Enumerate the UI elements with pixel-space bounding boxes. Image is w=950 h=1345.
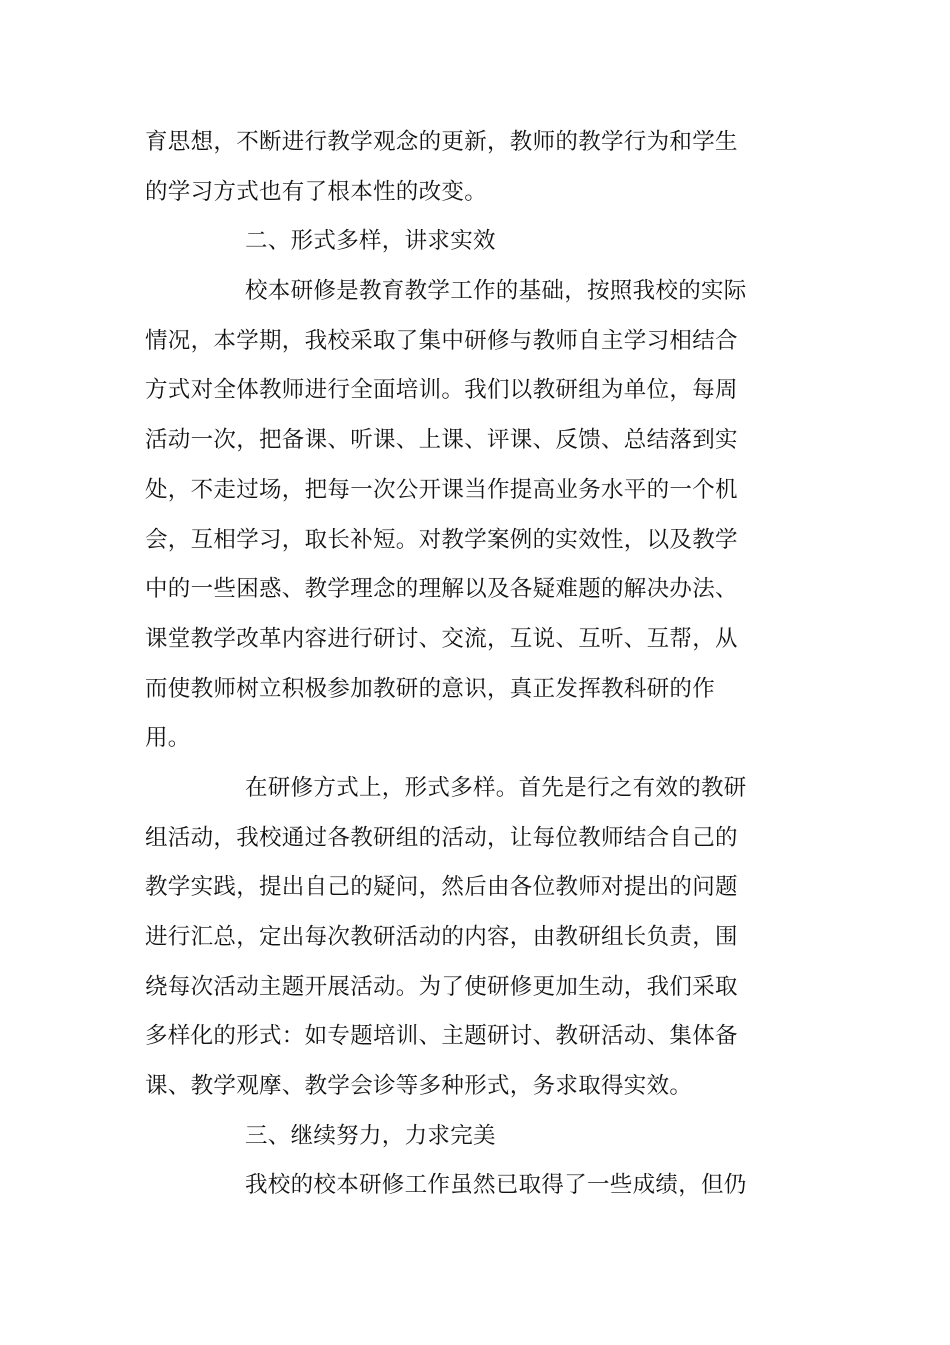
text-line: 方式对全体教师进行全面培训。我们以教研组为单位，每周 bbox=[145, 377, 738, 404]
text-line: 会，互相学习，取长补短。对教学案例的实效性，以及教学 bbox=[145, 526, 738, 553]
text-line: 中的一些困惑、教学理念的理解以及各疑难题的解决办法、 bbox=[145, 576, 738, 603]
section-heading: 三、继续努力，力求完美 bbox=[245, 1122, 496, 1149]
text-line: 而使教师树立积极参加教研的意识，真正发挥教科研的作 bbox=[145, 675, 716, 702]
text-line: 课堂教学改革内容进行研讨、交流，互说、互听、互帮，从 bbox=[145, 625, 738, 652]
paragraph-first-line: 校本研修是教育教学工作的基础，按照我校的实际 bbox=[245, 278, 747, 305]
text-line: 情况，本学期，我校采取了集中研修与教师自主学习相结合 bbox=[145, 327, 738, 354]
text-line: 多样化的形式：如专题培训、主题研讨、教研活动、集体备 bbox=[145, 1023, 738, 1050]
text-line: 的学习方式也有了根本性的改变。 bbox=[145, 178, 488, 205]
document-body bbox=[145, 118, 765, 1211]
section-heading: 二、形式多样，讲求实效 bbox=[245, 228, 496, 255]
text-line: 组活动，我校通过各教研组的活动，让每位教师结合自己的 bbox=[145, 824, 738, 851]
text-line: 用。 bbox=[145, 725, 191, 752]
text-line: 教学实践，提出自己的疑问，然后由各位教师对提出的问题 bbox=[145, 874, 738, 901]
paragraph-first-line: 我校的校本研修工作虽然已取得了一些成绩，但仍 bbox=[245, 1172, 747, 1199]
text-line: 进行汇总，定出每次教研活动的内容，由教研组长负责，围 bbox=[145, 924, 738, 950]
text-line: 处，不走过场，把每一次公开课当作提高业务水平的一个机 bbox=[145, 476, 738, 503]
paragraph-first-line: 在研修方式上，形式多样。首先是行之有效的教研 bbox=[245, 774, 747, 801]
text-line: 育思想，不断进行教学观念的更新，教师的教学行为和学生 bbox=[145, 129, 738, 155]
text-line: 课、教学观摩、教学会诊等多种形式，务求取得实效。 bbox=[145, 1073, 693, 1100]
text-line: 活动一次，把备课、听课、上课、评课、反馈、总结落到实 bbox=[145, 427, 738, 454]
text-line: 绕每次活动主题开展活动。为了使研修更加生动，我们采取 bbox=[145, 973, 738, 1000]
